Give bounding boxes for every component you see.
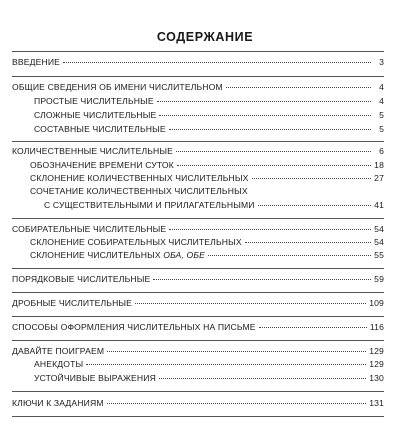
toc-entry-intro [12,57,384,68]
toc-entry-fractional [12,298,384,309]
toc-page-number: 5 [379,110,384,120]
toc-entry-play [12,346,384,357]
toc-entry-text: АНЕКДОТЫ [34,359,84,369]
toc-entry-text: ДАВАЙТЕ ПОИГРАЕМ [12,346,105,356]
dot-leader [107,403,367,404]
toc-entry-text: ПОРЯДКОВЫЕ ЧИСЛИТЕЛЬНЫЕ [12,274,151,284]
toc-entry-text: ДРОБНЫЕ ЧИСЛИТЕЛЬНЫЕ [12,298,133,308]
toc-entry-declension-collective [30,237,384,248]
toc-entry-declension-oba [30,250,384,261]
toc-entry-text: С СУЩЕСТВИТЕЛЬНЫМИ И ПРИЛАГАТЕЛЬНЫМИ [44,200,255,210]
divider [12,292,384,293]
toc-entry-keys [12,398,384,409]
toc-page-number: 18 [374,160,384,170]
dot-leader [169,229,371,230]
dot-leader [252,178,371,179]
toc-entry-combination [30,200,384,211]
toc-entry-cardinal [12,146,384,157]
toc-page-number: 5 [379,124,384,134]
toc-entry-text: СПОСОБЫ ОФОРМЛЕНИЯ ЧИСЛИТЕЛЬНЫХ НА ПИСЬМЕ [12,322,256,332]
toc-entry-ordinal [12,274,384,285]
toc-entry-text-plain: СКЛОНЕНИЕ ЧИСЛИТЕЛЬНЫХ [30,250,164,260]
dot-leader [159,378,366,379]
dot-leader [86,364,366,365]
toc-entry-text: СКЛОНЕНИЕ СОБИРАТЕЛЬНЫХ ЧИСЛИТЕЛЬНЫХ [30,237,242,247]
toc-page-number: 109 [369,298,384,308]
toc-page-number: 27 [374,173,384,183]
toc-entry-general [12,82,384,93]
dot-leader [226,87,371,88]
divider [12,316,384,317]
dot-leader [135,303,366,304]
toc-page-number: 55 [374,250,384,260]
toc-entry-text: КЛЮЧИ К ЗАДАНИЯМ [12,398,104,408]
toc-page-number: 116 [369,322,384,332]
toc-entry-text: ОБЩИЕ СВЕДЕНИЯ ОБ ИМЕНИ ЧИСЛИТЕЛЬНОМ [12,82,223,92]
divider [12,218,384,219]
dot-leader [208,255,371,256]
toc-page-number: 54 [374,224,384,234]
toc-entry-writing [12,322,384,333]
toc-entry-idioms [34,373,384,384]
dot-leader [258,205,371,206]
dot-leader [107,351,366,352]
dot-leader [63,62,371,63]
dot-leader [169,129,371,130]
toc-entry-text: ВВЕДЕНИЕ [12,57,61,67]
toc-entry-text: СЛОЖНЫЕ ЧИСЛИТЕЛЬНЫЕ [34,110,157,120]
toc-page-number: 130 [369,373,384,383]
toc-page-number: 4 [379,82,384,92]
toc-entry-compound [34,124,384,135]
dot-leader [176,151,371,152]
toc-entry-simple [34,96,384,107]
toc-page-number: 41 [374,200,384,210]
toc-page-number: 59 [374,274,384,284]
toc-page-number: 6 [379,146,384,156]
toc-page-number: 129 [369,346,384,356]
toc-page-number: 4 [379,96,384,106]
toc-entry-declension-cardinal [30,173,384,184]
divider [12,340,384,341]
toc-page-number: 131 [369,398,384,408]
toc-entry-complex [34,110,384,121]
toc-entry-text: УСТОЙЧИВЫЕ ВЫРАЖЕНИЯ [34,373,156,383]
toc-page-number: 3 [379,57,384,67]
dot-leader [245,242,371,243]
dot-leader [259,327,367,328]
divider [12,51,384,52]
toc-entry-text-italic: ОБА, ОБЕ [163,250,205,260]
toc-entry-text: СОБИРАТЕЛЬНЫЕ ЧИСЛИТЕЛЬНЫЕ [12,224,167,234]
dot-leader [153,279,371,280]
toc-entry-time [30,160,384,171]
toc-entry-collective [12,224,384,235]
toc-entry-text: КОЛИЧЕСТВЕННЫЕ ЧИСЛИТЕЛЬНЫЕ [12,146,174,156]
toc-entry-text [30,250,205,261]
toc-page-number: 129 [369,359,384,369]
toc-entry-combination-line1: СОЧЕТАНИЕ КОЛИЧЕСТВЕННЫХ ЧИСЛИТЕЛЬНЫХ [30,186,248,196]
divider [12,391,384,392]
dot-leader [159,115,371,116]
dot-leader [157,101,371,102]
divider [12,416,384,417]
toc-entry-text: ОБОЗНАЧЕНИЕ ВРЕМЕНИ СУТОК [30,160,174,170]
dot-leader [177,165,371,166]
divider [12,268,384,269]
toc-entry-text: СКЛОНЕНИЕ КОЛИЧЕСТВЕННЫХ ЧИСЛИТЕЛЬНЫХ [30,173,249,183]
page-title: СОДЕРЖАНИЕ [156,30,254,44]
toc-entry-text: СОСТАВНЫЕ ЧИСЛИТЕЛЬНЫЕ [34,124,166,134]
toc-page-number: 54 [374,237,384,247]
divider [12,76,384,77]
toc-entry-anecdotes [34,359,384,370]
divider [12,141,384,142]
toc-entry-text: ПРОСТЫЕ ЧИСЛИТЕЛЬНЫЕ [34,96,154,106]
